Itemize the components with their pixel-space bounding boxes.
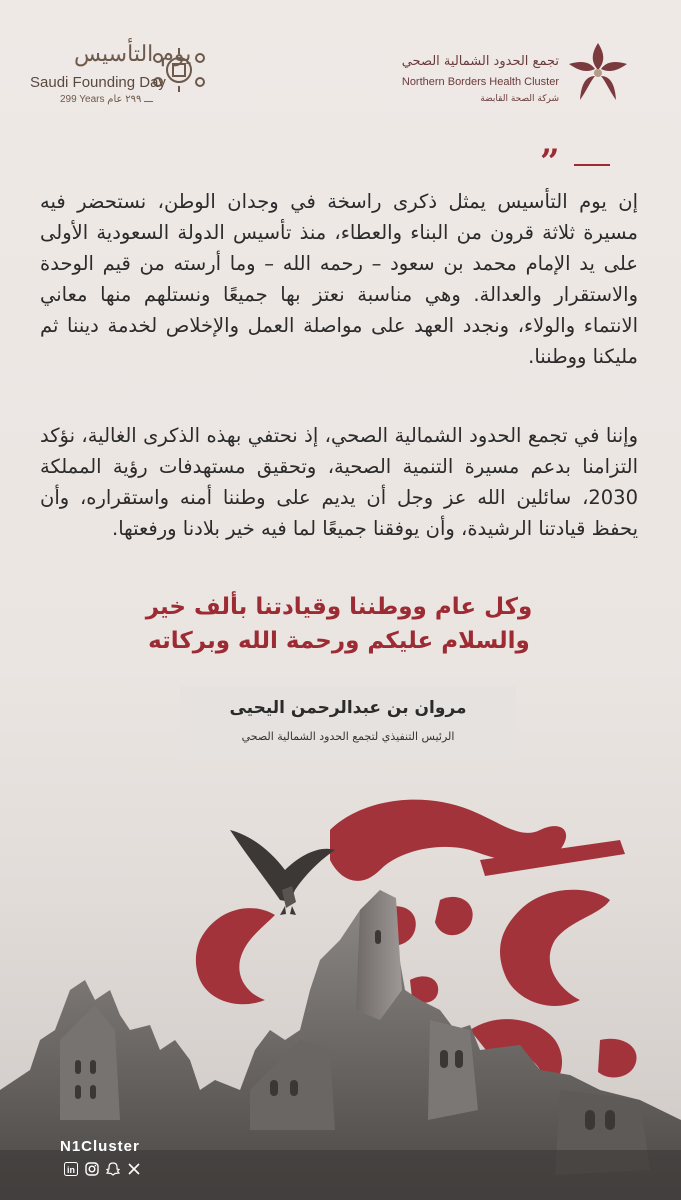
greeting-line-2: والسلام عليكم ورحمة الله وبركاته [148, 628, 530, 654]
quote-line [574, 164, 610, 166]
instagram-icon[interactable] [83, 1160, 100, 1177]
health-cluster-arabic: تجمع الحدود الشمالية الصحي [401, 54, 559, 69]
quote-mark: ” [540, 142, 560, 182]
founding-day-arabic: يوم التأسيس [74, 42, 192, 67]
signature-name: مروان بن عبدالرحمن اليحيى [229, 698, 467, 718]
greeting [40, 590, 638, 658]
signature-title: الرئيس التنفيذي لتجمع الحدود الشمالية الصحي [241, 730, 455, 743]
social-icons [62, 1160, 142, 1177]
linkedin-icon[interactable] [62, 1160, 79, 1177]
snapchat-icon[interactable] [104, 1160, 121, 1177]
health-cluster-english: Northern Borders Health Cluster [401, 76, 559, 88]
quote-decoration [540, 142, 620, 182]
founding-day-logo [30, 36, 220, 116]
founding-day-english: Saudi Founding Day [30, 74, 166, 91]
brand-handle: N1Cluster [60, 1138, 140, 1155]
svg-text:in: in [66, 1164, 75, 1175]
message-paragraph-1: إن يوم التأسيس يمثل ذكرى راسخة في وجدان الوطن، نستحضر فيه مسيرة ثلاثة قرون من البناء والعطاء، منذ تأسيس الدولة السعودية الأولى على يد الإمام محمد بن سعود – رحمه الله – وما أرسته من قيم الوحدة والاستقرار والعدالة. وهي مناسبة نعتز بها جميعًا ونستلهم منها معاني الانتماء والولاء، ونجدد العهد على مواصلة العمل والإخلاص لخدمة ديننا ثم مليكنا ووطننا. [40, 190, 638, 368]
health-cluster-emblem-icon [565, 40, 631, 106]
founding-day-years: 299 Years ـــ ٢٩٩ عام [60, 94, 153, 105]
signature-box [180, 686, 516, 760]
x-icon[interactable] [125, 1160, 142, 1177]
health-cluster-logo [401, 40, 631, 120]
message-paragraph-2: وإننا في تجمع الحدود الشمالية الصحي، إذ نحتفي بهذه الذكرى الغالية، نؤكد التزامنا بدعم مسيرة التنمية الصحية، وتحقيق مستهدفات رؤية المملكة 2030، سائلين الله عز وجل أن يديم على وطننا أمنه واستقراره، وأن يحفظ قيادتنا الرشيدة، وأن يوفقنا جميعًا لما فيه خير بلادنا ورفعتها. [40, 424, 638, 540]
greeting-line-1: وكل عام ووطننا وقيادتنا بألف خير [145, 594, 533, 620]
health-cluster-subtitle: شركة الصحة القابضة [480, 94, 559, 104]
